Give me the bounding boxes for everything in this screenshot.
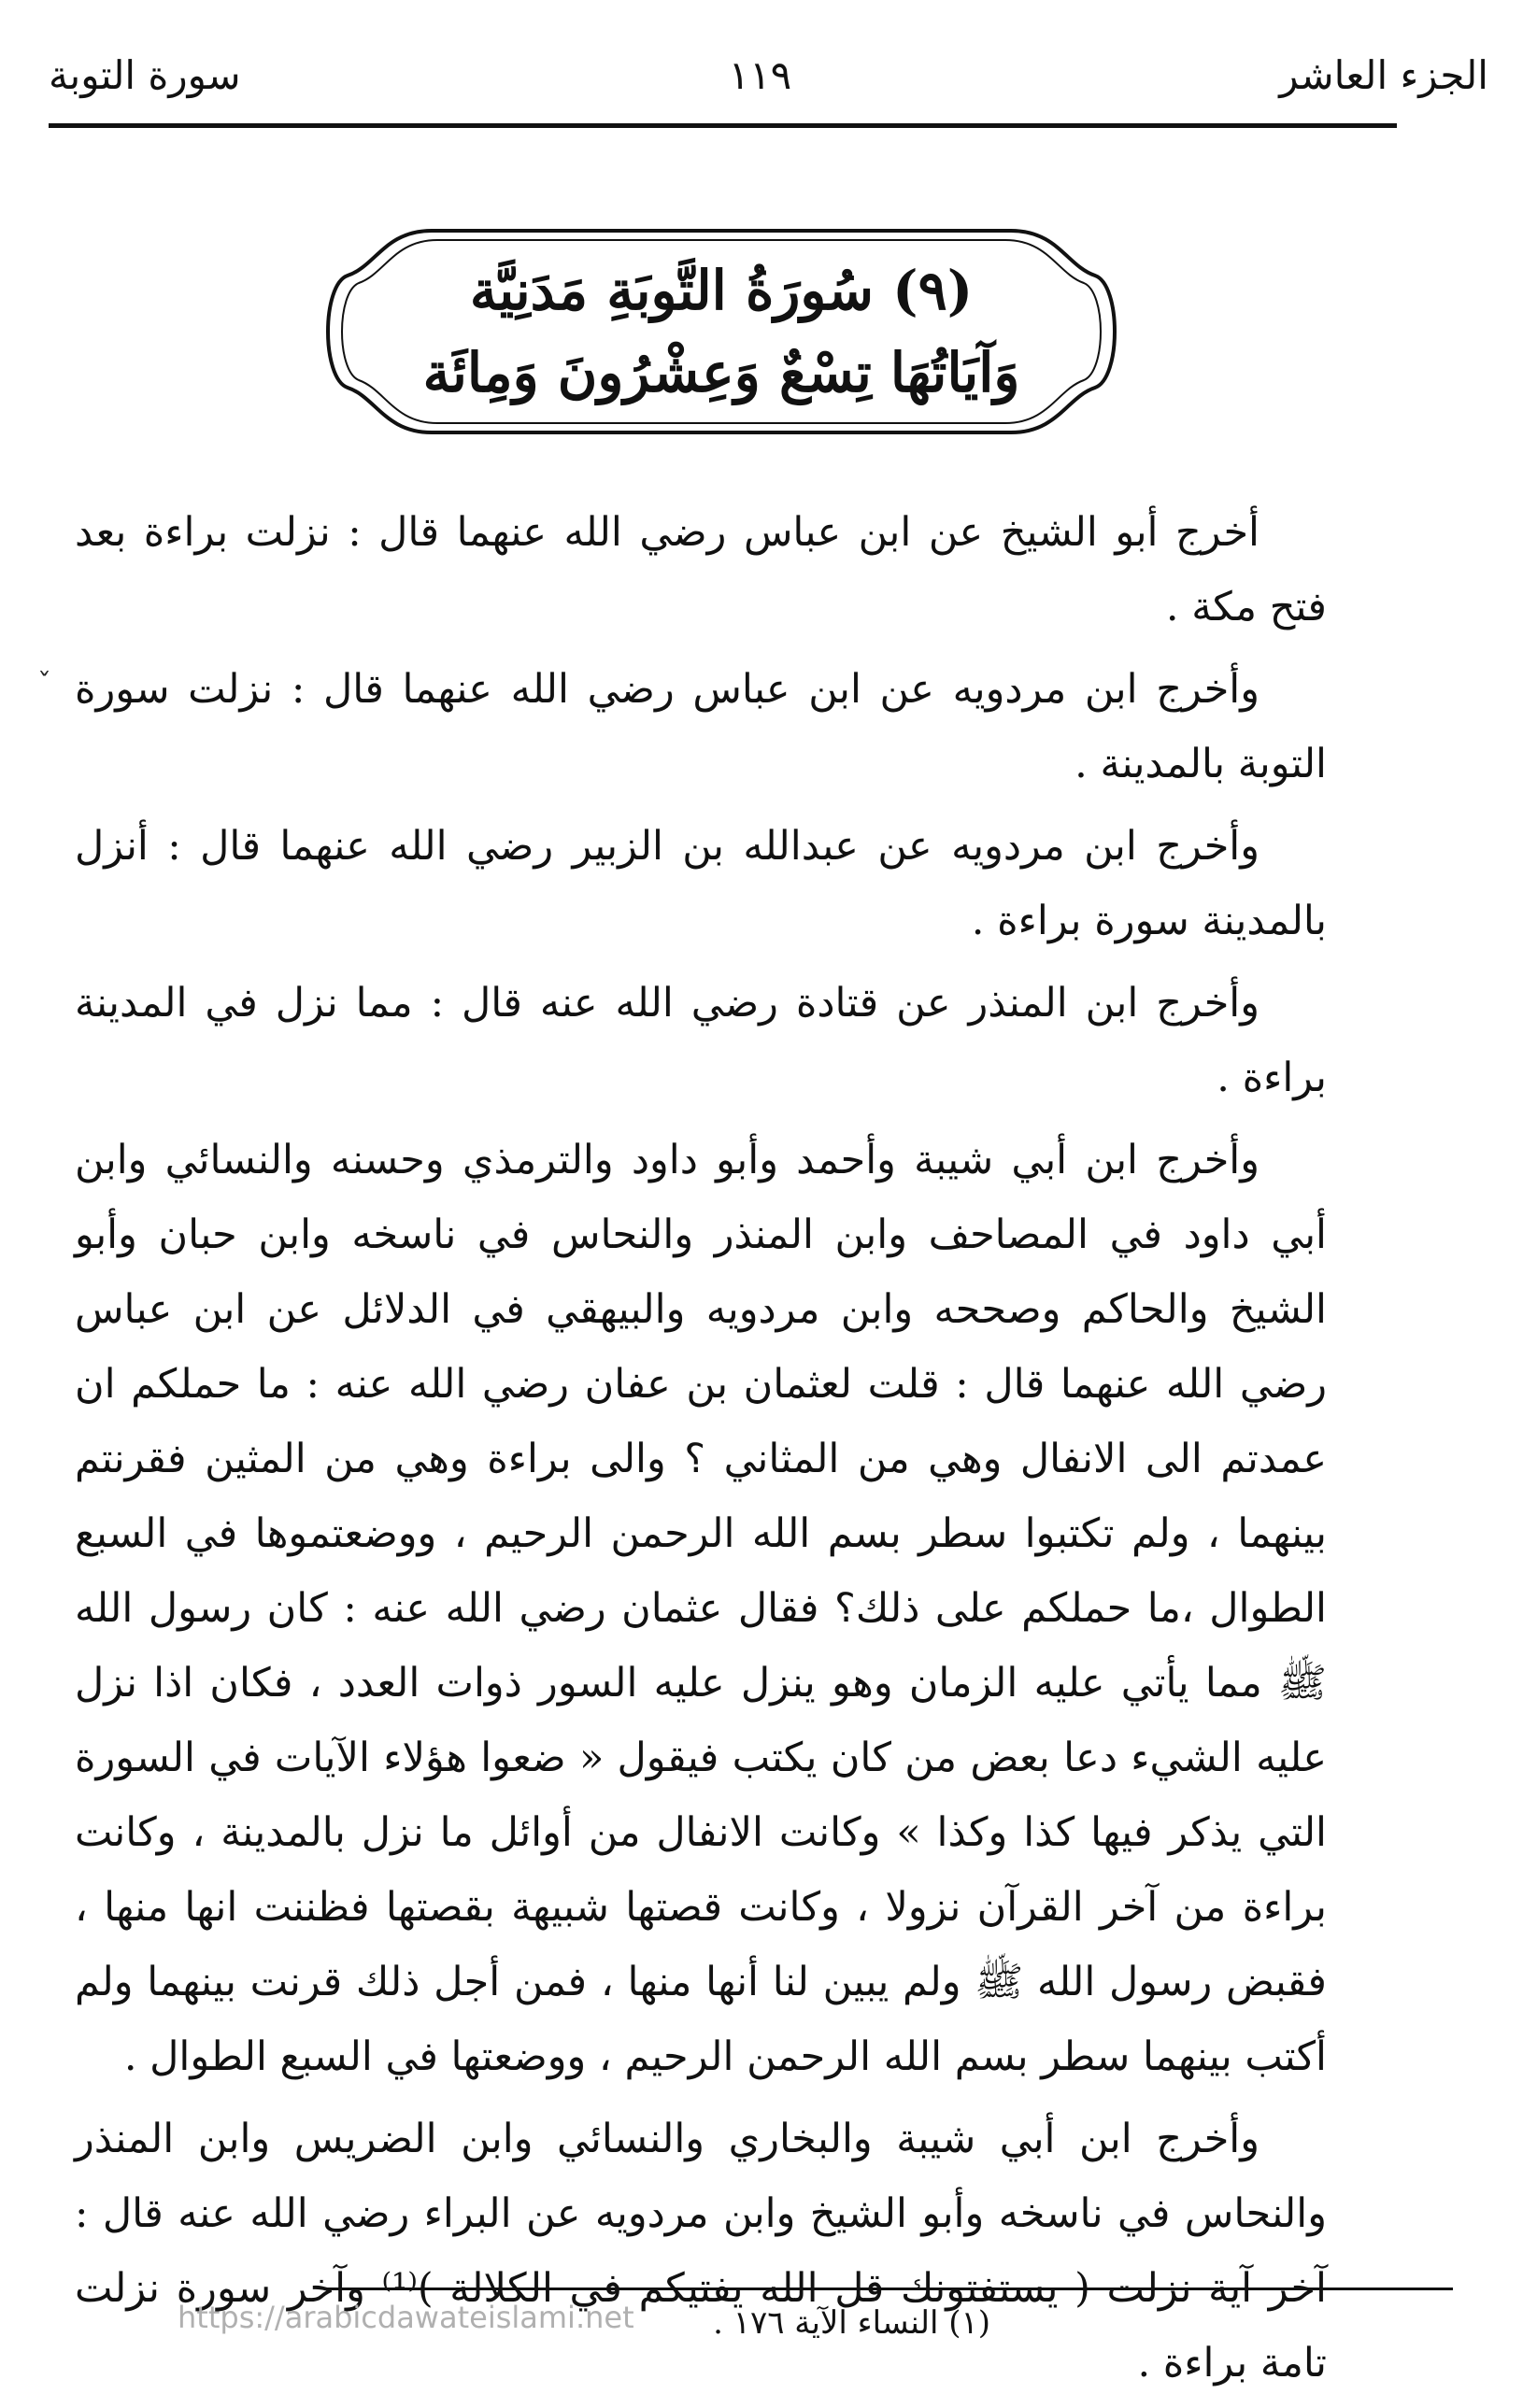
page-number: ١١٩: [728, 51, 792, 98]
surah-title-cartouche: [320, 220, 1123, 444]
paragraph: وأخرج ابن المنذر عن قتادة رضي الله عنه قال : مما نزل في المدينة براءة .: [75, 980, 1327, 1101]
paragraph: وأخرج ابن مردويه عن عبدالله بن الزبير رضي الله عنهما قال : أنزل بالمدينة سورة براءة .: [75, 823, 1327, 944]
running-header: [49, 28, 1488, 121]
body-text: [75, 495, 1327, 2408]
watermark-url: https://arabicdawateislami.net: [178, 2300, 634, 2335]
surah-name-label: سورة التوبة: [49, 51, 241, 98]
paragraph: وأخرج ابن أبي شيبة والبخاري والنسائي وابن الضريس وابن المنذر والنحاس في ناسخه وأبو الشيخ وابن مردويه عن البراء رضي الله عنه قال : آخر آية نزلت ( يستفتونك قل الله يفتيكم في الكلالة )⁽¹⁾ وآخر سورة نزلت تامة براءة .: [75, 2116, 1328, 2387]
paragraph: وأخرج ابن أبي شيبة وأحمد وأبو داود والترمذي وحسنه والنسائي وابن أبي داود في المصاحف وابن المنذر والنحاس في ناسخه وابن حبان وأبو الشيخ والحاكم وصححه وابن مردويه والبيهقي في الدلائل عن ابن عباس رضي الله عنهما قال : قلت لعثمان بن عفان رضي الله عنه : ما حملكم ان عمدتم الى الانفال وهي من المثاني ؟ والى براءة وهي من المثين فقرنتم بينهما ، ولم تكتبوا سطر بسم الله الرحمن الرحيم ، ووضعتموها في السبع الطوال ،ما حملكم على ذلك؟ فقال عثمان رضي الله عنه : كان رسول الله ﷺ مما يأتي عليه الزمان وهو ينزل عليه السور ذوات العدد ، فكان اذا نزل عليه الشيء دعا بعض من كان يكتب فيقول « ضعوا هؤلاء الآيات في السورة التي يذكر فيها كذا وكذا » وكانت الانفال من أوائل ما نزل بالمدينة ، وكانت براءة من آخر القرآن نزولا ، وكانت قصتها شبيهة بقصتها فظننت انها منها ، فقبض رسول الله ﷺ ولم يبين لنا أنها منها ، فمن أجل ذلك قرنت بينهما ولم أكتب بينهما سطر بسم الله الرحمن الرحيم ، ووضعتها في السبع الطوال .: [75, 1137, 1327, 2080]
footnote-rule: [327, 2288, 1453, 2290]
surah-title: [320, 220, 1123, 444]
surah-title-line-1: (٩) سُورَةُ التَّوبَةِ مَدَنِيَّة: [469, 259, 974, 322]
surah-title-line-2: وَآيَاتُهَا تِسْعٌ وَعِشْرُونَ وَمِائَة: [422, 341, 1020, 404]
paragraph: وأخرج ابن مردويه عن ابن عباس رضي الله عنهما قال : نزلت سورة التوبة بالمدينة .: [75, 666, 1327, 787]
header-rule: [49, 123, 1397, 128]
juz-label: الجزء العاشر: [1279, 51, 1488, 98]
footnote: (١) النساء الآية ١٧٦ .: [713, 2304, 990, 2342]
paragraph: أخرج أبو الشيخ عن ابن عباس رضي الله عنهما قال : نزلت براءة بعد فتح مكة .: [75, 509, 1327, 630]
margin-mark: ˇ: [37, 668, 51, 701]
